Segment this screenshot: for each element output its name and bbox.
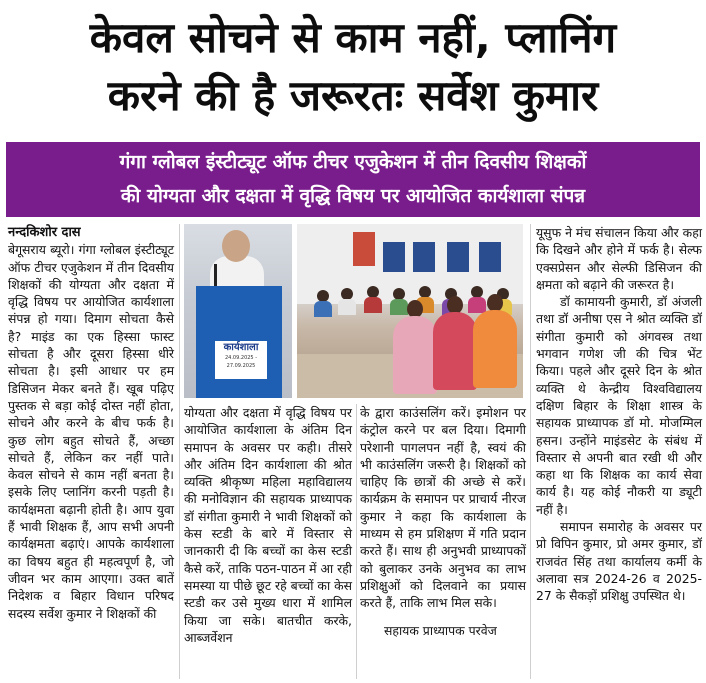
podium-banner-dates: 24.09.2025 - 27.09.2025 [224,355,258,369]
podium-banner [214,340,268,380]
speaker-head [222,230,250,262]
column-4-paragraph-1: यूसुफ ने मंच संचालन किया और कहा कि दिखने और होने में फर्क है। सेल्फ एक्सप्रेसन और सेल्फी डिसिजन की क्षमता को बढ़ाने की जरूरत है। [536,225,702,292]
window [479,242,501,272]
headline-line-1: केवल सोचने से काम नहीं, प्लानिंग [89,13,617,62]
column-3-paragraph-1: के द्वारा काउंसलिंग करें। इमोशन पर कंट्रोल करने पर बल दिया। दिमागी परेशानी पागलपन नहीं है, स्वयं की भी काउंसलिंग जरूरी है। शिक्षकों को चाहिए कि छात्रों की अच्छे से करें। कार्यक्रम के समापन पर प्राचार्य नीरज कुमार ने कहा कि कार्यशाला के माध्यम से हम प्रशिक्षण में गति प्रदान करते हैं। साथ ही अनुभवी प्राध्यापकों को बुलाकर उनके अनुभव का लाभ प्रशिक्षुओं को दिलवाने का प्रयास करते हैं, ताकि लाभ मिल सके। [360,405,526,611]
seated-woman [393,316,437,394]
column-divider [356,404,357,679]
byline: नन्दकिशोर दास [8,225,81,240]
window [447,242,469,272]
speaker-photo [184,224,292,398]
podium-banner-title: कार्यशाला [223,342,259,353]
window [413,242,435,272]
audience-photo [297,224,523,398]
column-1-paragraph-1: बेगूसराय ब्यूरो। गंगा ग्लोबल इंस्टीट्यूट ऑफ टीचर एजुकेशन में तीन दिवसीय शिक्षकों की योग्यता और दक्षता में वृद्धि विषय पर आयोजित कार्यशाला संपन्न हो गया। दिमाग सोचता कैसे है? माइंड का एक हिस्सा फास्ट सोचता है और दूसरा हिस्सा धीरे सोचता है। इसी आधार पर हम डिसिजन मेकर बनते हैं। खूब पढ़िए पुस्तक से बड़ा कोई दोस्त नहीं होता, सोचने और करने के बीच फर्क है। कुछ लोग बहुत सोचते हैं, अच्छा सोचते हैं, लेकिन कर नहीं पाते। केवल सोचने से काम नहीं बनता है। इसके लिए प्लानिंग करनी पड़ती है। कार्यक्षमता बढ़ानी होती है। आप युवा हैं भावी शिक्षक हैं, आप सभी अपनी कार्यक्षमता बढ़ाएं। आपके कार्यशाला का विषय बहुत ही महत्वपूर्ण है, जो जीवन भर काम आएगा। उक्त बातें निदेशक व बिहार विधान परिषद सदस्य सर्वेश कुमार ने शिक्षकों की [8,242,174,621]
column-4-paragraph-2: डॉ कामायनी कुमारी, डॉ अंजली तथा डॉ अनीषा एस ने श्रोत व्यक्ति डॉ संगीता कुमारी को अंगवस्त्र तथा भगवान गणेश जी की चित्र भेंट किया। पहले और दूसरे दिन के श्रोत व्यक्ति थे केन्द्रीय विश्वविद्यालय दक्षिण बिहार के शिक्षा शास्त्र के सहायक प्राध्यापक डॉ मो. मोजम्मिल हसन। उन्होंने माइंडसेट के संबंध में विस्तार से अपनी बात रखी थी और कहा था कि शिक्षक का कार्य सेवा कार्य है। यह कोई नौकरी या ड्यूटी नहीं है। [536,294,702,517]
column-4-paragraph-3: समापन समारोह के अवसर पर प्रो विपिन कुमार, प्रो अमर कुमार, डॉ राजवंत सिंह तथा कार्यालय कर्मी के अलावा सत्र 2024-26 व 2025-27 के सैकड़ों प्रशिक्षु उपस्थित थे। [536,519,702,604]
article-column-1 [8,224,174,622]
audience-member [364,297,382,313]
audience-member [338,299,356,315]
article-column-3 [360,404,526,639]
column-divider [179,224,180,679]
column-3-paragraph-2: सहायक प्राध्यापक परवेज [384,622,497,638]
podium [196,286,282,398]
wall-poster [353,232,375,266]
window [383,242,405,272]
column-divider [530,224,531,679]
subheadline-line-1: गंगा ग्लोबल इंस्टीट्यूट ऑफ टीचर एजुकेशन में तीन दिवसीय शिक्षकों [119,151,587,173]
seated-woman [433,312,477,390]
audience-member [390,299,408,315]
audience-member [468,297,486,313]
column-2-paragraph-1: योग्यता और दक्षता में वृद्धि विषय पर आयोजित कार्यशाला के अंतिम दिन समापन के अवसर पर कही। तीसरे और अंतिम दिन कार्यशाला की श्रोत व्यक्ति श्रीकृष्ण महिला महाविद्यालय की मनोविज्ञान की सहायक प्राध्यापक डॉ संगीता कुमारी ने भावी शिक्षकों को केस स्टडी के बारे में विस्तार से जानकारी दी कि बच्चों का केस स्टडी कैसे करें, ताकि पठन-पाठन में आ रही समस्या या पीछे छूट रहे बच्चों का केस स्टडी कर उसे मुख्य धारा में शामिल किया जा सके। बातचीत करके, आब्जर्वेशन [184,405,352,645]
headline-line-2: करने की है जरूरतः सर्वेश कुमार [107,71,599,120]
seated-woman [473,310,517,388]
article-column-4 [536,224,702,605]
audience-member [314,301,332,317]
subheadline-banner [6,142,700,217]
subheadline-line-2: की योग्यता और दक्षता में वृद्धि विषय पर आयोजित कार्यशाला संपन्न [120,185,586,207]
article-column-2 [184,404,352,646]
